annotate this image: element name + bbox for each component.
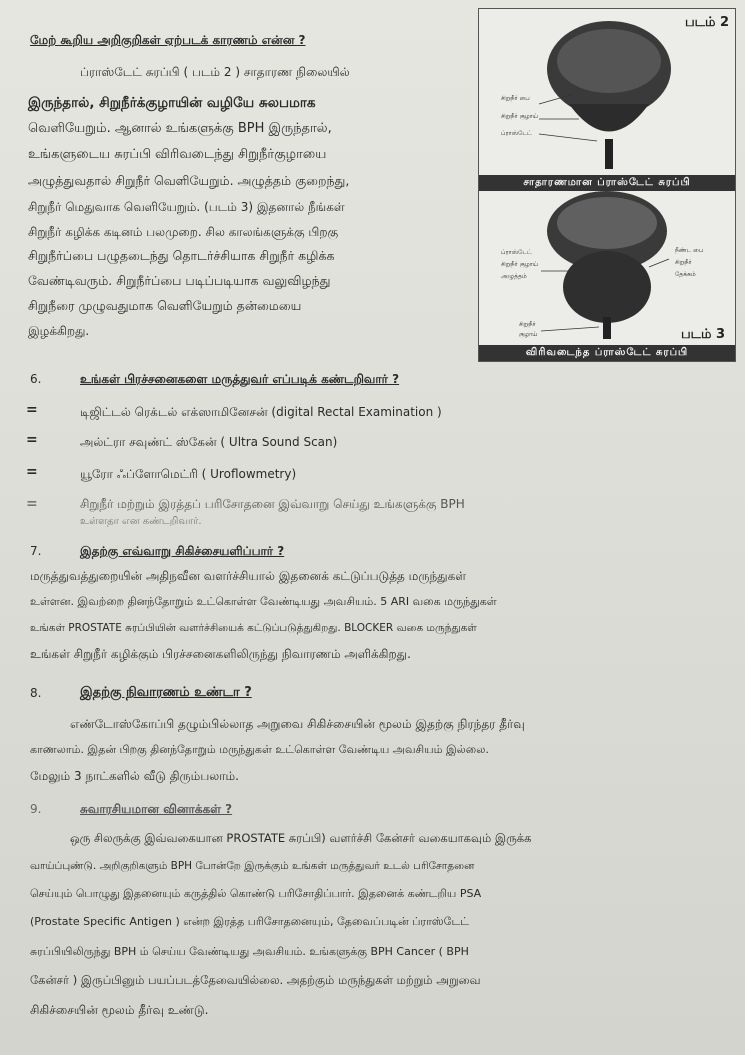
section-number: 7. [30,544,42,558]
intro-line: இருந்தால், சிறுநீர்க்குழாயின் வழியே சுலபமாக [28,95,316,111]
list-bullet: = [26,496,38,512]
figure-note: சிறுநீர் [675,259,692,266]
intro-line: சிறுநீர்ப்பை பழுதடைந்து தொடர்ச்சியாக சிறுநீர் கழிக்க [28,248,335,263]
intro-line: வேண்டிவரும். சிறுநீர்ப்பை படிப்படியாக வலுவிழந்து [28,273,331,288]
figure-note: சிறுநீர் [519,321,536,328]
paragraph-line: உங்கள் PROSTATE சுரப்பியின் வளர்ச்சியைக் கட்டுப்படுத்துகிறது. BLOCKER வகை மருந்துகள் [30,622,477,634]
paragraph-line: செய்யும் பொழுது இதனையும் கருத்தில் கொண்டு பரிசோதிப்பார். இதனைக் கண்டறிய PSA [30,887,482,900]
paragraph-line: வாய்ப்புண்டு. அறிகுறிகளும் BPH போன்றே இருக்கும் உங்கள் மருத்துவர் உடல் பரிசோதனை [30,860,475,872]
section-title: சுவாரசியமான வினாக்கள் ? [80,802,233,816]
list-item: யூரோ ஃப்ளோமெட்ரி ( Uroflowmetry) [80,467,297,481]
paragraph-line: எண்டோஸ்கோப்பி தழும்பில்லாத அறுவை சிகிச்சையின் மூலம் இதற்கு நிரந்தர தீர்வு [70,717,525,731]
intro-line: அழுத்துவதால் சிறுநீர் வெளியேறும். அழுத்தம் குறைந்து, [28,173,350,188]
paragraph-line: கேன்சர் ) இருப்பினும் பயப்படத்தேவையில்லை. அதற்கும் மருந்துகள் மற்றும் அறுவை [30,973,481,987]
section-number: 9. [30,802,42,816]
figure-3-label: படம் 3 [680,327,725,342]
figure-note: சிறுநீர் குழாய் [501,113,539,120]
prostate-figure [478,8,736,362]
figure-note: ப்ராஸ்டேட் [501,130,532,137]
figure-3-caption: விரிவடைந்த ப்ராஸ்டேட் சுரப்பி [479,345,735,361]
intro-line: சிறுநீர் மெதுவாக வெளியேறும். (படம் 3) இதனால் நீங்கள் [28,200,345,214]
paragraph-line: சிகிச்சையின் மூலம் தீர்வு உண்டு. [30,1003,209,1017]
list-item: டிஜிட்டல் ரெக்டல் எக்ஸாமினேசன் (digital Rectal Examination ) [80,405,442,419]
paragraph-line: மருத்துவத்துறையின் அதிநவீன வளர்ச்சியால் இதனைக் கட்டுப்படுத்த மருந்துகள் [30,569,467,583]
paragraph-line: உங்கள் சிறுநீர் கழிக்கும் பிரச்சனைகளிலிருந்து நிவாரணம் அளிக்கிறது. [30,647,411,661]
intro-line: சிறுநீர் கழிக்க கடினம் பலமுறை. சில காலங்களுக்கு பிறகு [28,225,339,239]
figure-note: சிறுநீர் பை [501,95,530,102]
list-item: சிறுநீர் மற்றும் இரத்தப் பரிசோதனை இவ்வாறு செய்து உங்களுக்கு BPH [80,497,465,511]
paragraph-line: காணலாம். இதன் பிறகு தினந்தோறும் மருந்துகள் உட்கொள்ள வேண்டிய அவசியம் இல்லை. [30,743,489,756]
list-item-continuation: உள்ளதா என கண்டறிவார். [80,516,202,527]
section-number: 6. [30,372,42,386]
figure-2-caption: சாதாரணமான ப்ராஸ்டேட் சுரப்பி [479,175,735,191]
list-bullet: = [26,464,38,480]
intro-line: வெளியேறும். ஆனால் உங்களுக்கு BPH இருந்தால், [28,121,332,136]
figure-note: நீண்ட பை [675,247,704,254]
figure-note: தேக்கம் [675,271,696,278]
intro-line: ப்ராஸ்டேட் சுரப்பி ( படம் 2 ) சாதாரண நிலையில் [80,65,350,79]
intro-line: உங்களுடைய சுரப்பி விரிவடைந்து சிறுநீர்குழாயை [28,147,327,162]
figure-note: குழாய் [519,331,538,338]
paragraph-line: உள்ளன. இவற்றை தினந்தோறும் உட்கொள்ள வேண்டியது அவசியம். 5 ARI வகை மருந்துகள் [30,595,497,608]
paragraph-line: சுரப்பியிலிருந்து BPH ம் செய்ய வேண்டியது அவசியம். உங்களுக்கு BPH Cancer ( BPH [30,945,469,958]
list-item: அல்ட்ரா சவுண்ட் ஸ்கேன் ( Ultra Sound Scan) [80,435,338,449]
section-title: இதற்கு நிவாரணம் உண்டா ? [80,685,252,700]
figure-note: சிறுநீர் குழாய் [501,261,539,268]
section-title: உங்கள் பிரச்சனைகளை மருத்துவர் எப்படிக் கண்டறிவார் ? [80,372,400,386]
figure-note: ப்ராஸ்டேட் [501,249,532,256]
intro-line: இழக்கிறது. [28,324,90,338]
section-number: 8. [30,686,42,700]
paragraph-line: (Prostate Specific Antigen ) என்ற இரத்த பரிசோதனையும், தேவைப்படின் ப்ராஸ்டேட் [30,915,469,928]
list-bullet: = [26,402,38,418]
section-title: இதற்கு எவ்வாறு சிகிச்சையளிப்பார் ? [80,544,285,558]
figure-2-label: படம் 2 [684,15,729,30]
paragraph-line: ஒரு சிலருக்கு இவ்வகையான PROSTATE சுரப்பி) வளர்ச்சி கேன்சர் வகையாகவும் இருக்க [70,831,532,845]
list-bullet: = [26,432,38,448]
figure-note: அழுத்தம் [501,273,527,280]
paragraph-line: மேலும் 3 நாட்களில் வீடு திரும்பலாம். [30,769,239,783]
section-heading: மேற் கூறிய அறிகுறிகள் ஏற்படக் காரணம் என்ன ? [30,33,306,47]
intro-line: சிறுநீரை முழுவதுமாக வெளியேறும் தன்மையை [28,298,302,313]
